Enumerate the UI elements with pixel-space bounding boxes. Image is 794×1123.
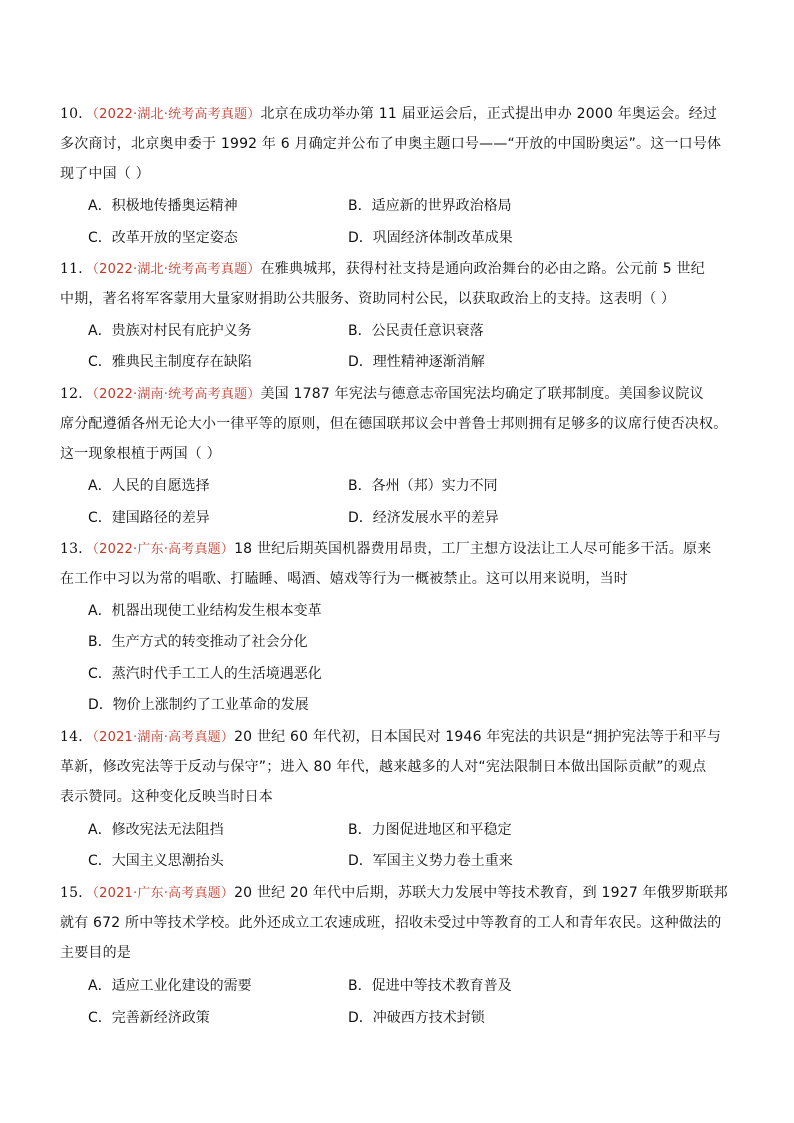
option-c: C．建国路径的差异 bbox=[88, 510, 210, 526]
option-c: C．完善新经济政策 bbox=[88, 1010, 210, 1026]
option-d: D．物价上涨制约了工业革命的发展 bbox=[88, 697, 309, 713]
question-source: （2022·湖南·统考高考真题） bbox=[92, 387, 261, 402]
question-stem-line: 多次商讨，北京奥申委于 1992 年 6 月确定并公布了申奥主题口号——“开放的中国盼奥运”。这一口号体 bbox=[60, 136, 722, 152]
option-a: A．贵族对村民有庇护义务 bbox=[88, 323, 252, 339]
question-stem-line: 在工作中习以为常的唱歌、打瞌睡、喝酒、嬉戏等行为一概被禁止。这可以用来说明，当时 bbox=[60, 571, 628, 587]
option-d: D．巩固经济体制改革成果 bbox=[348, 230, 513, 246]
option-b: B．力图促进地区和平稳定 bbox=[348, 822, 512, 838]
question-stem-line: 革新，修改宪法等于反动与保守”；进入 80 年代，越来越多的人对“宪法限制日本做出国际贡献”的观点 bbox=[60, 759, 707, 775]
option-d: D．军国主义势力卷土重来 bbox=[348, 853, 513, 869]
option-c: C．雅典民主制度存在缺陷 bbox=[88, 354, 252, 370]
option-a: A．修改宪法无法阻挡 bbox=[88, 822, 224, 838]
question-source: （2022·湖北·统考高考真题） bbox=[92, 107, 261, 122]
question-stem-line: 就有 672 所中等技术学校。此外还成立工农速成班，招收未受过中等教育的工人和青年农民。这种做法的 bbox=[60, 915, 722, 931]
question-stem-line: 现了中国（ ） bbox=[60, 166, 150, 182]
question-number: 13． bbox=[60, 541, 93, 557]
stem-text: 北京在成功举办第 11 届亚运会后，正式提出申办 2000 年奥运会。经过 bbox=[260, 106, 718, 122]
option-d: D．经济发展水平的差异 bbox=[348, 510, 499, 526]
question-stem-line: 主要目的是 bbox=[60, 945, 131, 961]
option-a: A．人民的自愿选择 bbox=[88, 478, 210, 494]
stem-text: 20 世纪 60 年代初，日本国民对 1946 年宪法的共识是“拥护宪法等于和平与 bbox=[234, 729, 722, 745]
option-b: B．各州（邦）实力不同 bbox=[348, 478, 498, 494]
question-source: （2022·广东·高考真题） bbox=[92, 542, 235, 557]
question-stem-line bbox=[60, 539, 740, 560]
option-c: C．改革开放的坚定姿态 bbox=[88, 230, 238, 246]
question-stem-line: 这一现象根植于两国（ ） bbox=[60, 446, 221, 462]
question-stem-line: 中期，著名将军客蒙用大量家财捐助公共服务、资助同村公民，以获取政治上的支持。这表明（ ） bbox=[60, 291, 676, 307]
stem-text: 18 世纪后期英国机器费用昂贵，工厂主想方设法让工人尽可能多干活。原来 bbox=[234, 541, 712, 557]
question-number: 10． bbox=[60, 106, 93, 122]
question-stem-line: 席分配遵循各州无论大小一律平等的原则，但在德国联邦议会中普鲁士邦则拥有足够多的议席行使否决权。 bbox=[60, 416, 728, 432]
question-number: 12． bbox=[60, 386, 93, 402]
question-stem-line bbox=[60, 727, 740, 748]
question-stem-line: 表示赞同。这种变化反映当时日本 bbox=[60, 789, 273, 805]
question-source: （2022·湖北·统考高考真题） bbox=[92, 262, 261, 277]
option-a: A．积极地传播奥运精神 bbox=[88, 198, 238, 214]
stem-text: 在雅典城邦，获得村社支持是通向政治舞台的必由之路。公元前 5 世纪 bbox=[260, 261, 705, 277]
question-number: 14． bbox=[60, 729, 93, 745]
question-stem-line bbox=[60, 259, 740, 280]
option-b: B．生产方式的转变推动了社会分化 bbox=[88, 634, 308, 650]
option-d: D．理性精神逐渐消解 bbox=[348, 354, 485, 370]
question-stem-line bbox=[60, 104, 740, 125]
option-c: C．大国主义思潮抬头 bbox=[88, 853, 224, 869]
question-stem-line bbox=[60, 384, 740, 405]
option-d: D．冲破西方技术封锁 bbox=[348, 1010, 485, 1026]
option-a: A．适应工业化建设的需要 bbox=[88, 978, 252, 994]
question-source: （2021·广东·高考真题） bbox=[92, 886, 235, 901]
option-b: B．促进中等技术教育普及 bbox=[348, 978, 512, 994]
question-number: 15． bbox=[60, 885, 93, 901]
question-number: 11． bbox=[60, 261, 93, 277]
option-b: B．公民责任意识衰落 bbox=[348, 323, 484, 339]
option-a: A．机器出现使工业结构发生根本变革 bbox=[88, 603, 322, 619]
option-b: B．适应新的世界政治格局 bbox=[348, 198, 512, 214]
stem-text: 美国 1787 年宪法与德意志帝国宪法均确定了联邦制度。美国参议院议 bbox=[260, 386, 704, 402]
option-c: C．蒸汽时代手工工人的生活境遇恶化 bbox=[88, 666, 322, 682]
stem-text: 20 世纪 20 年代中后期，苏联大力发展中等技术教育，到 1927 年俄罗斯联邦 bbox=[234, 885, 728, 901]
question-source: （2021·湖南·高考真题） bbox=[92, 730, 235, 745]
question-stem-line bbox=[60, 883, 740, 904]
